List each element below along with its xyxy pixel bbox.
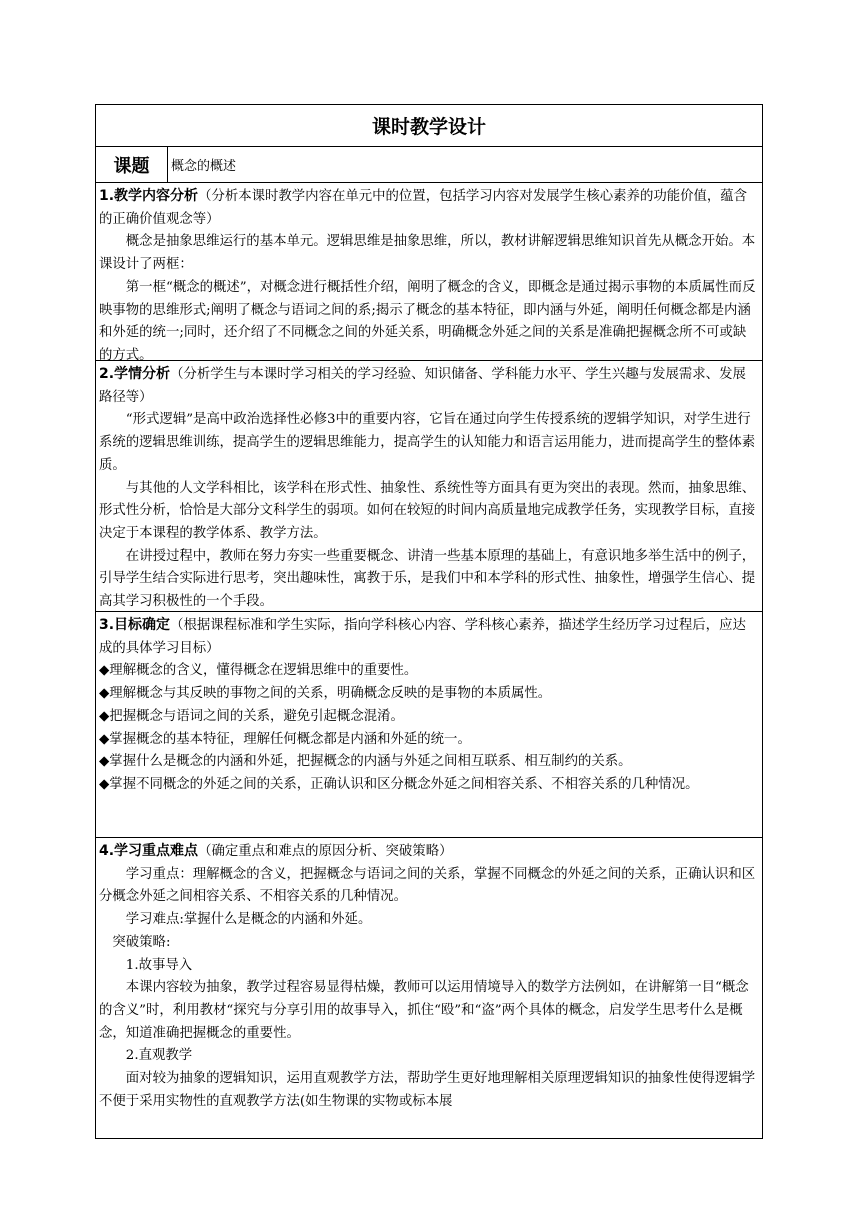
topic-label: 课题	[96, 147, 168, 182]
strategy-subheading: 1.故事导入	[125, 957, 193, 973]
paragraph: “形式逻辑”是高中政治选择性必修3中的重要内容，它旨在通过向学生传授系统的逻辑学知识，对学生进行系统的逻辑思维训练，提高学生的逻辑思维能力，提高学生的认知能力和语言运用能力，进而提高学生的整体素质。	[99, 412, 756, 473]
paragraph: 学习重点：理解概念的含义，把握概念与语词之间的关系，掌握不同概念的外延之间的关系，正确认识和区分概念外延之间相容关系、不相容关系的几种情况。	[99, 866, 756, 905]
topic-value: 概念的概述	[171, 159, 237, 174]
section-heading: 1.教学内容分析（分析本课时教学内容在单元中的位置，包括学习内容对发展学生核心素养的功能价值，蕴含的正确价值观念等）	[99, 188, 748, 227]
objective-item: ◆理解概念与其反映的事物之间的关系，明确概念反映的是事物的本质属性。	[99, 686, 552, 702]
section-heading: 4.学习重点难点（确定重点和难点的原因分析、突破策略）	[99, 843, 453, 859]
objective-item: ◆把握概念与语词之间的关系，避免引起概念混淆。	[99, 708, 404, 724]
section-content-analysis	[96, 183, 762, 361]
objective-item: ◆掌握概念的基本特征，理解任何概念都是内涵和外延的统一。	[99, 731, 471, 747]
paragraph: 概念是抽象思维运行的基本单元。逻辑思维是抽象思维，所以，教材讲解逻辑思维知识首先从概念开始。本课设计了两框：	[99, 234, 756, 273]
section-objectives	[96, 612, 762, 838]
topic-row	[96, 147, 762, 183]
strategy-subheading: 2.直观教学	[125, 1048, 193, 1064]
paragraph: 与其他的人文学科相比，该学科在形式性、抽象性、系统性等方面具有更为突出的表现。然而，抽象思维、形式性分析，恰恰是大部分文科学生的弱项。如何在较短的时间内高质量地完成教学任务，实现教学目标，直接决定于本课程的教学体系、教学方法。	[99, 480, 756, 541]
paragraph: 学习难点:掌握什么是概念的内涵和外延。	[125, 912, 372, 928]
strategy-label: 突破策略:	[112, 934, 171, 950]
paragraph: 面对较为抽象的逻辑知识，运用直观教学方法，帮助学生更好地理解相关原理逻辑知识的抽象性使得逻辑学不便于采用实物性的直观教学方法(如生物课的实物或标本展	[99, 1071, 756, 1109]
objective-item: ◆理解概念的含义，懂得概念在逻辑思维中的重要性。	[99, 663, 418, 679]
paragraph: 第一框“概念的概述”，对概念进行概括性介绍，阐明了概念的含义，即概念是通过揭示事物的本质属性而反映事物的思维形式;阐明了概念与语词之间的系;揭示了概念的基本特征，即内涵与外延，阐明任何概念都是内涵和外延的统一;同时，还介绍了不同概念之间的外延关系，明确概念外延之间的关系是准确把握概念所不可或缺的方式。	[99, 279, 756, 363]
objective-item: ◆掌握不同概念的外延之间的关系，正确认识和区分概念外延之间相容关系、不相容关系的几种情况。	[99, 776, 699, 792]
section-heading: 2.学情分析（分析学生与本课时学习相关的学习经验、知识储备、学科能力水平、学生兴趣与发展需求、发展路径等）	[99, 366, 746, 405]
section-student-analysis	[96, 361, 762, 612]
document-title: 课时教学设计	[96, 105, 762, 147]
section-key-points	[96, 838, 762, 1115]
paragraph: 在讲授过程中，教师在努力夯实一些重要概念、讲清一些基本原理的基础上，有意识地多举生活中的例子，引导学生结合实际进行思考，突出趣味性，寓教于乐，是我们中和本学科的形式性、抽象性，增强学生信心、提高其学习积极性的一个手段。	[99, 548, 756, 610]
lesson-design-table	[95, 104, 763, 1139]
section-heading: 3.目标确定（根据课程标准和学生实际，指向学科核心内容、学科核心素养，描述学生经历学习过程后，应达成的具体学习目标）	[99, 617, 746, 656]
paragraph: 本课内容较为抽象，教学过程容易显得枯燥，教师可以运用情境导入的数学方法例如，在讲解第一目“概念的含义”时，利用教材“探究与分享引用的故事导入，抓住“殴”和“盗”两个具体的概念，启发学生思考什么是概念，知道准确把握概念的重要性。	[99, 980, 749, 1041]
objective-item: ◆掌握什么是概念的内涵和外延，把握概念的内涵与外延之间相互联系、相互制约的关系。	[99, 754, 632, 770]
